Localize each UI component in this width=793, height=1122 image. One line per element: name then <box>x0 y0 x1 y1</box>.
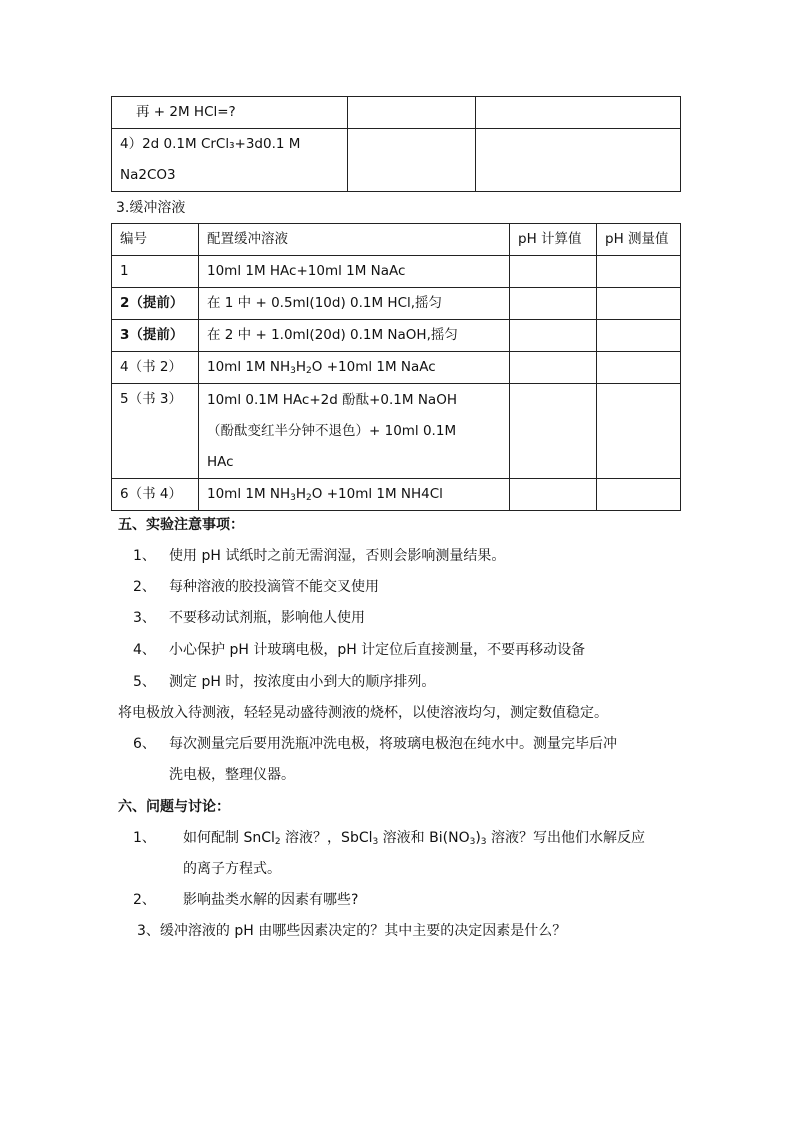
item-number: 6、 <box>133 736 156 752</box>
table-cell <box>510 352 597 384</box>
question-number: 1、 <box>133 830 156 846</box>
table-header-row <box>112 224 681 256</box>
subscript: 2 <box>274 837 281 847</box>
table-cell <box>510 288 597 320</box>
table-row <box>112 288 681 320</box>
subscript: 3 <box>290 366 296 376</box>
column-header: pH 计算值 <box>510 224 597 256</box>
table-row <box>112 384 681 479</box>
cell-line: 4）2d 0.1M CrCl₃+3d0.1 M <box>120 136 301 152</box>
table-row <box>112 479 681 511</box>
desc-line: HAc <box>207 453 234 470</box>
item-text: 不要移动试剂瓶，影响他人使用 <box>169 610 365 626</box>
row-desc <box>199 479 510 511</box>
desc-part: H <box>295 359 307 375</box>
item-text: 每次测量完后要用洗瓶冲洗电极，将玻璃电极泡在纯水中。测量完毕后冲 <box>169 736 617 752</box>
desc-line: （酚酞变红半分钟不退色）+ 10ml 0.1M <box>207 422 457 439</box>
row-number: 4（书 2） <box>112 352 199 384</box>
desc-part: O +10ml 1M NH4Cl <box>311 486 443 502</box>
item-number: 5、 <box>133 674 156 690</box>
section-title: 3.缓冲溶液 <box>116 200 186 216</box>
table-row <box>112 129 681 192</box>
row-desc: 10ml 1M HAc+10ml 1M NaAc <box>199 256 510 288</box>
table-cell <box>510 384 597 479</box>
table-row <box>112 97 681 129</box>
table-cell <box>476 129 681 192</box>
item-text-continued: 洗电极，整理仪器。 <box>169 767 295 783</box>
table-cell <box>597 320 681 352</box>
column-header: pH 测量值 <box>597 224 681 256</box>
row-number: 5（书 3） <box>112 384 199 479</box>
subscript: 3 <box>469 837 476 847</box>
subscript: 3 <box>290 493 296 503</box>
desc-part: 10ml 1M NH <box>207 486 291 502</box>
item-text: 使用 pH 试纸时之前无需润湿，否则会影响测量结果。 <box>169 548 506 564</box>
item-text: 小心保护 pH 计玻璃电极，pH 计定位后直接测量，不要再移动设备 <box>169 642 586 658</box>
question-text <box>183 828 645 848</box>
item-text: 每种溶液的胶投滴管不能交叉使用 <box>169 579 379 595</box>
q-part: 溶液？，SbCl <box>280 830 373 846</box>
question-text: 3、缓冲溶液的 pH 由哪些因素决定的？其中主要的决定因素是什么？ <box>137 923 567 939</box>
column-header: 编号 <box>112 224 199 256</box>
subscript: 3 <box>372 837 379 847</box>
subscript: 2 <box>306 366 312 376</box>
row-desc <box>199 384 510 479</box>
table-row <box>112 320 681 352</box>
row-desc: 在 2 中 + 1.0ml(20d) 0.1M NaOH,摇匀 <box>199 320 510 352</box>
table-cell <box>510 479 597 511</box>
table-cell <box>597 288 681 320</box>
table-row <box>112 256 681 288</box>
item-number: 2、 <box>133 579 156 595</box>
row-number: 1 <box>112 256 199 288</box>
table-row <box>112 352 681 384</box>
desc-part: H <box>295 486 307 502</box>
question-text: 影响盐类水解的因素有哪些? <box>183 892 359 908</box>
desc-part: 10ml 1M NH <box>207 359 291 375</box>
section-title: 五、实验注意事项： <box>118 517 244 533</box>
q-part: 如何配制 SnCl <box>183 830 275 846</box>
question-number: 2、 <box>133 892 156 908</box>
table-cell <box>597 384 681 479</box>
paragraph: 将电极放入待测液，轻轻晃动盛待测液的烧杯，以使溶液均匀，测定数值稳定。 <box>118 705 608 721</box>
table-cell <box>348 129 476 192</box>
desc-line: 10ml 0.1M HAc+2d 酚酞+0.1M NaOH <box>207 391 457 408</box>
row-number: 3（提前） <box>112 320 199 352</box>
item-number: 4、 <box>133 642 156 658</box>
subscript: 2 <box>306 493 312 503</box>
table-cell <box>597 256 681 288</box>
table-cell: 再 + 2M HCl=? <box>112 97 348 129</box>
table-cell <box>597 352 681 384</box>
question-text-continued: 的离子方程式。 <box>183 861 281 877</box>
column-header: 配置缓冲溶液 <box>199 224 510 256</box>
row-desc <box>199 352 510 384</box>
row-number: 2（提前） <box>112 288 199 320</box>
q-part: ) <box>475 830 481 846</box>
desc-part: O +10ml 1M NaAc <box>311 359 436 375</box>
table-cell <box>476 97 681 129</box>
section-title: 六、问题与讨论： <box>118 799 230 815</box>
item-number: 1、 <box>133 548 156 564</box>
item-number: 3、 <box>133 610 156 626</box>
table-cell <box>510 320 597 352</box>
q-part: 溶液？写出他们水解反应 <box>486 830 645 846</box>
top-table <box>111 96 681 192</box>
subscript: 3 <box>480 837 487 847</box>
row-desc: 在 1 中 + 0.5ml(10d) 0.1M HCl,摇匀 <box>199 288 510 320</box>
item-text: 测定 pH 时，按浓度由小到大的顺序排列。 <box>169 674 436 690</box>
q-part: 溶液和 Bi(NO <box>378 830 470 846</box>
table-cell <box>510 256 597 288</box>
table-cell <box>112 129 348 192</box>
table-cell <box>597 479 681 511</box>
buffer-table <box>111 223 681 511</box>
table-cell <box>348 97 476 129</box>
row-number: 6（书 4） <box>112 479 199 511</box>
cell-line: Na2CO3 <box>120 167 176 183</box>
